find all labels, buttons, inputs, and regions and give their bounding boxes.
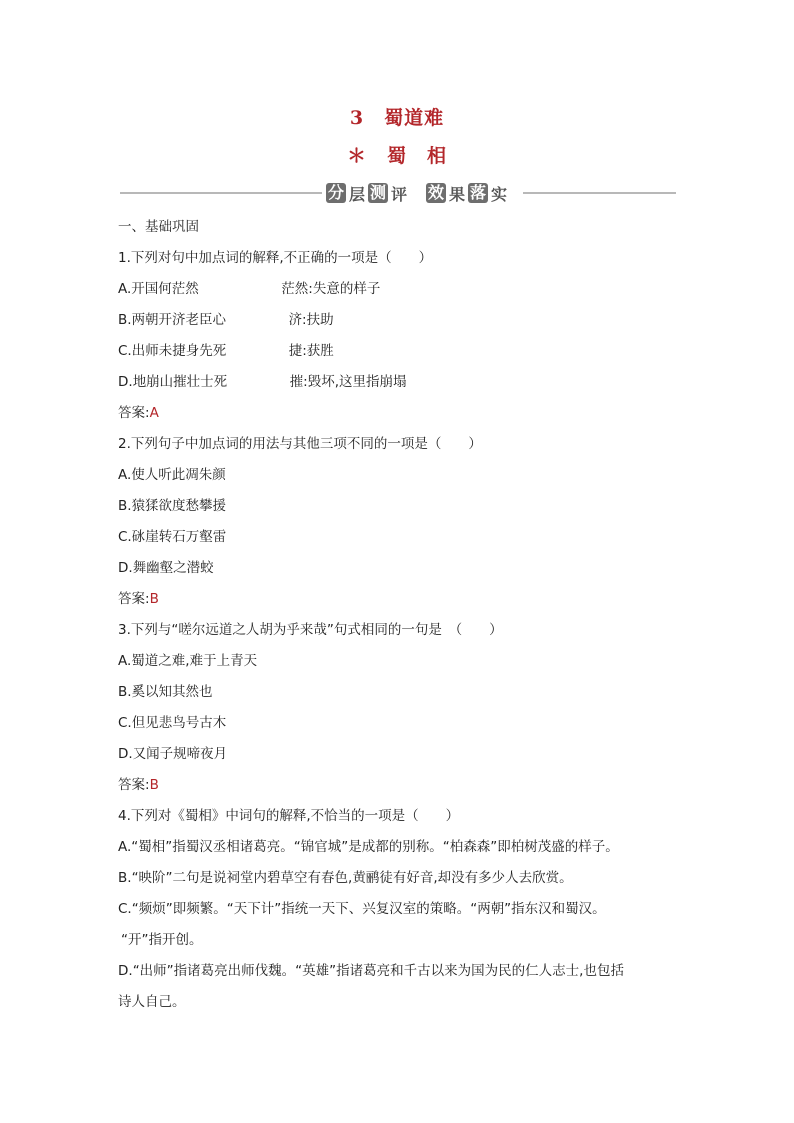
option-gloss: 捷:获胜 <box>288 343 334 359</box>
answer-label: 答案: <box>118 405 150 421</box>
option-text: “频烦”即频繁。“天下计”指统一天下、兴复汉室的策略。“两朝”指东汉和蜀汉。 <box>131 901 606 917</box>
option-row <box>118 305 678 336</box>
option-text: 但见悲鸟号古木 <box>131 715 227 731</box>
banner-rule-left <box>120 192 322 194</box>
option-label: D. <box>118 746 133 762</box>
banner-char: 评 <box>390 184 407 204</box>
option-label: A. <box>118 653 132 669</box>
question-stem: 1.下列对句中加点词的解释,不正确的一项是（ ） <box>118 250 433 266</box>
option-text: 出师未捷身先死 <box>131 343 227 359</box>
banner-char: 测 <box>369 183 386 202</box>
banner-text <box>326 181 510 205</box>
option-gloss: 茫然:失意的样子 <box>281 281 381 297</box>
answer-value: A <box>149 405 159 421</box>
option-gloss: 济:扶助 <box>288 312 334 328</box>
option-label: D. <box>118 374 133 390</box>
lesson-subtitle: ＊ 蜀 相 <box>346 145 447 167</box>
answer-line <box>118 770 678 801</box>
option-row <box>118 739 678 770</box>
section-heading: 一、基础巩固 <box>118 219 199 235</box>
option-continuation: “开”指开创。 <box>121 932 203 948</box>
option-label: B. <box>118 498 132 514</box>
option-text: 砯崖转石万壑雷 <box>131 529 227 545</box>
option-row <box>118 677 678 708</box>
banner-char: 效 <box>427 183 444 202</box>
option-label: C. <box>118 715 132 731</box>
question-stem: 2.下列句子中加点词的用法与其他三项不同的一项是（ ） <box>118 436 482 452</box>
option-label: C. <box>118 529 132 545</box>
option-row <box>118 460 678 491</box>
option-row <box>118 956 678 987</box>
option-label: A. <box>118 281 132 297</box>
option-label: B. <box>118 312 132 328</box>
option-label: D. <box>118 560 133 576</box>
option-text: 蜀道之难,难于上青天 <box>131 653 258 669</box>
option-text: “出师”指诸葛亮出师伐魏。“英雄”指诸葛亮和千古以来为国为民的仁人志士,也包括 <box>132 963 624 979</box>
answer-label: 答案: <box>118 591 150 607</box>
option-text: 舞幽壑之潜蛟 <box>132 560 214 576</box>
option-row <box>118 367 678 398</box>
option-text: 使人听此凋朱颜 <box>131 467 226 483</box>
option-label: B. <box>118 684 132 700</box>
option-text: 猿猱欲度愁攀援 <box>131 498 227 514</box>
option-row <box>118 553 678 584</box>
option-label: C. <box>118 343 132 359</box>
option-row <box>118 646 678 677</box>
banner-char: 落 <box>469 183 486 202</box>
option-continuation: 诗人自己。 <box>118 994 186 1010</box>
option-row <box>118 832 678 863</box>
option-text: “映阶”二句是说祠堂内碧草空有春色,黄鹂徒有好音,却没有多少人去欣赏。 <box>131 870 573 886</box>
option-label: A. <box>118 839 132 855</box>
option-label: A. <box>118 467 132 483</box>
option-row <box>118 491 678 522</box>
option-row <box>118 863 678 894</box>
question-stem: 3.下列与“嗟尔远道之人胡为乎来哉”句式相同的一句是 （ ） <box>118 622 503 638</box>
option-label: C. <box>118 901 132 917</box>
answer-value: B <box>149 777 159 793</box>
option-text: 两朝开济老臣心 <box>131 312 227 328</box>
option-row <box>118 336 678 367</box>
section-banner <box>120 180 676 206</box>
option-text: “蜀相”指蜀汉丞相诸葛亮。“锦官城”是成都的别称。“柏森森”即柏树茂盛的样子。 <box>131 839 619 855</box>
banner-rule-right <box>523 192 676 194</box>
option-row <box>118 274 678 305</box>
option-text: 开国何茫然 <box>131 281 199 297</box>
banner-char: 果 <box>448 184 465 204</box>
option-label: D. <box>118 963 133 979</box>
option-row <box>118 708 678 739</box>
lesson-title: 3 蜀道难 <box>349 107 445 129</box>
option-text: 奚以知其然也 <box>131 684 213 700</box>
option-text: 又闻子规啼夜月 <box>132 746 228 762</box>
banner-char: 分 <box>327 183 344 202</box>
option-row <box>118 522 678 553</box>
option-row <box>118 894 678 925</box>
answer-value: B <box>149 591 159 607</box>
answer-label: 答案: <box>118 777 150 793</box>
answer-line <box>118 584 678 615</box>
exercise-content <box>118 212 678 1018</box>
question-stem: 4.下列对《蜀相》中词句的解释,不恰当的一项是（ ） <box>118 808 460 824</box>
option-label: B. <box>118 870 132 886</box>
banner-char: 实 <box>490 184 507 204</box>
option-gloss: 摧:毁坏,这里指崩塌 <box>289 374 407 390</box>
answer-line <box>118 398 678 429</box>
option-text: 地崩山摧壮士死 <box>132 374 228 390</box>
banner-char: 层 <box>348 184 365 204</box>
